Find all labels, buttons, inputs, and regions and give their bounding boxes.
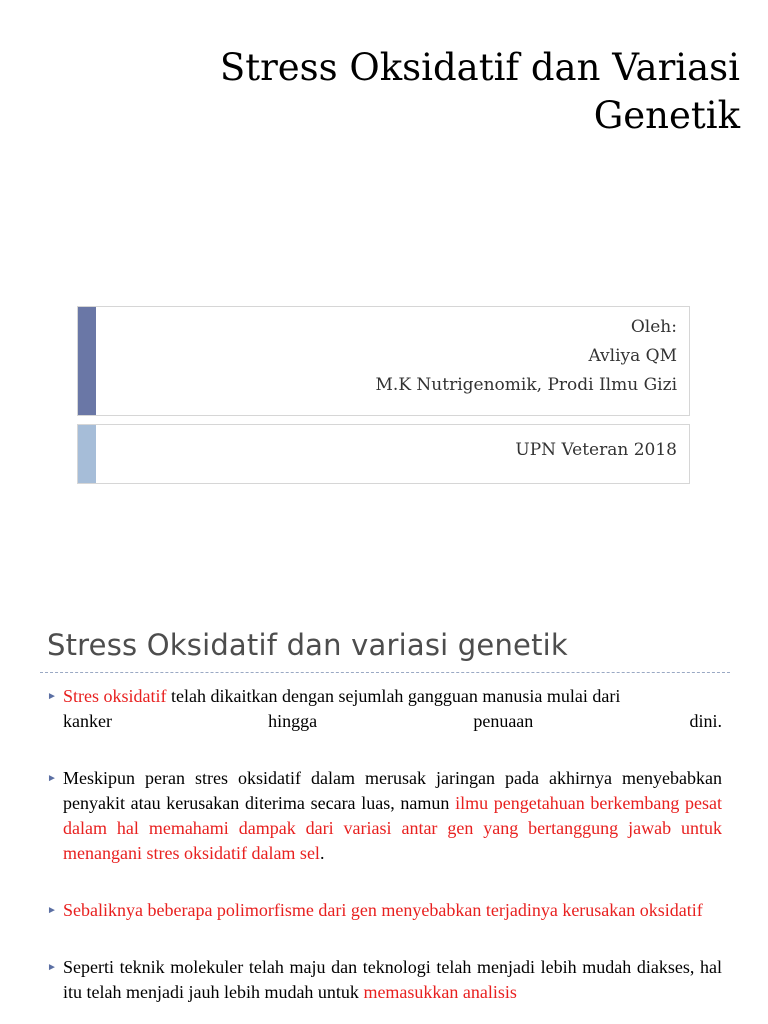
arrow-bullet-icon: ► (47, 691, 57, 702)
slide-2-title: Stress Oksidatif dan variasi genetik (47, 628, 568, 662)
arrow-bullet-icon: ► (47, 905, 57, 916)
institution-box (77, 424, 690, 484)
bullet-list (47, 684, 722, 1005)
bullet-text: dini. (689, 711, 722, 731)
author-label: Oleh: (630, 317, 677, 337)
bullet-text: hingga (268, 711, 318, 731)
institution-name: UPN Veteran 2018 (515, 440, 677, 460)
bullet-text: Meskipun peran stres oksidatif dalam merusak jaringan pada akhirnya menyebabkan penyakit atau kerusakan diterima secara luas, namun (63, 768, 722, 813)
slide-title-line-1: Stress Oksidatif dan Variasi (219, 46, 740, 89)
title-divider (40, 672, 730, 673)
bullet-item (47, 898, 722, 923)
author-name: Avliya QM (588, 346, 677, 366)
bullet-text: telah dikaitkan dengan sejumlah gangguan manusia mulai dari (166, 686, 621, 706)
arrow-bullet-icon: ► (47, 773, 57, 784)
accent-bar (78, 425, 96, 483)
slide-title (60, 44, 740, 140)
slide-title-line-2: Genetik (593, 94, 740, 137)
accent-bar (78, 307, 96, 415)
bullet-item (47, 955, 722, 1005)
highlight-text: Stres oksidatif (63, 686, 167, 706)
highlight-text: ilmu pengetahuan berkembang pesat dalam hal memahami dampak dari variasi antar gen yang bertanggung jawab untuk menangani stres oksidatif dalam sel (63, 793, 722, 863)
arrow-bullet-icon: ► (47, 962, 57, 973)
bullet-text: . (319, 843, 325, 863)
author-box (77, 306, 690, 416)
highlight-text: Sebaliknya beberapa polimorfisme dari gen menyebabkan terjadinya kerusakan oksidatif (63, 900, 703, 920)
bullet-text: Seperti teknik molekuler telah maju dan teknologi telah menjadi lebih mudah diakses, hal itu telah menjadi jauh lebih mudah untuk (63, 957, 722, 1002)
bullet-item (47, 766, 722, 866)
bullet-item (47, 684, 722, 734)
bullet-text: penuaan (473, 711, 534, 731)
highlight-text: memasukkan analisis (363, 982, 517, 1002)
bullet-text: kanker (63, 711, 112, 731)
course-name: M.K Nutrigenomik, Prodi Ilmu Gizi (375, 375, 677, 395)
